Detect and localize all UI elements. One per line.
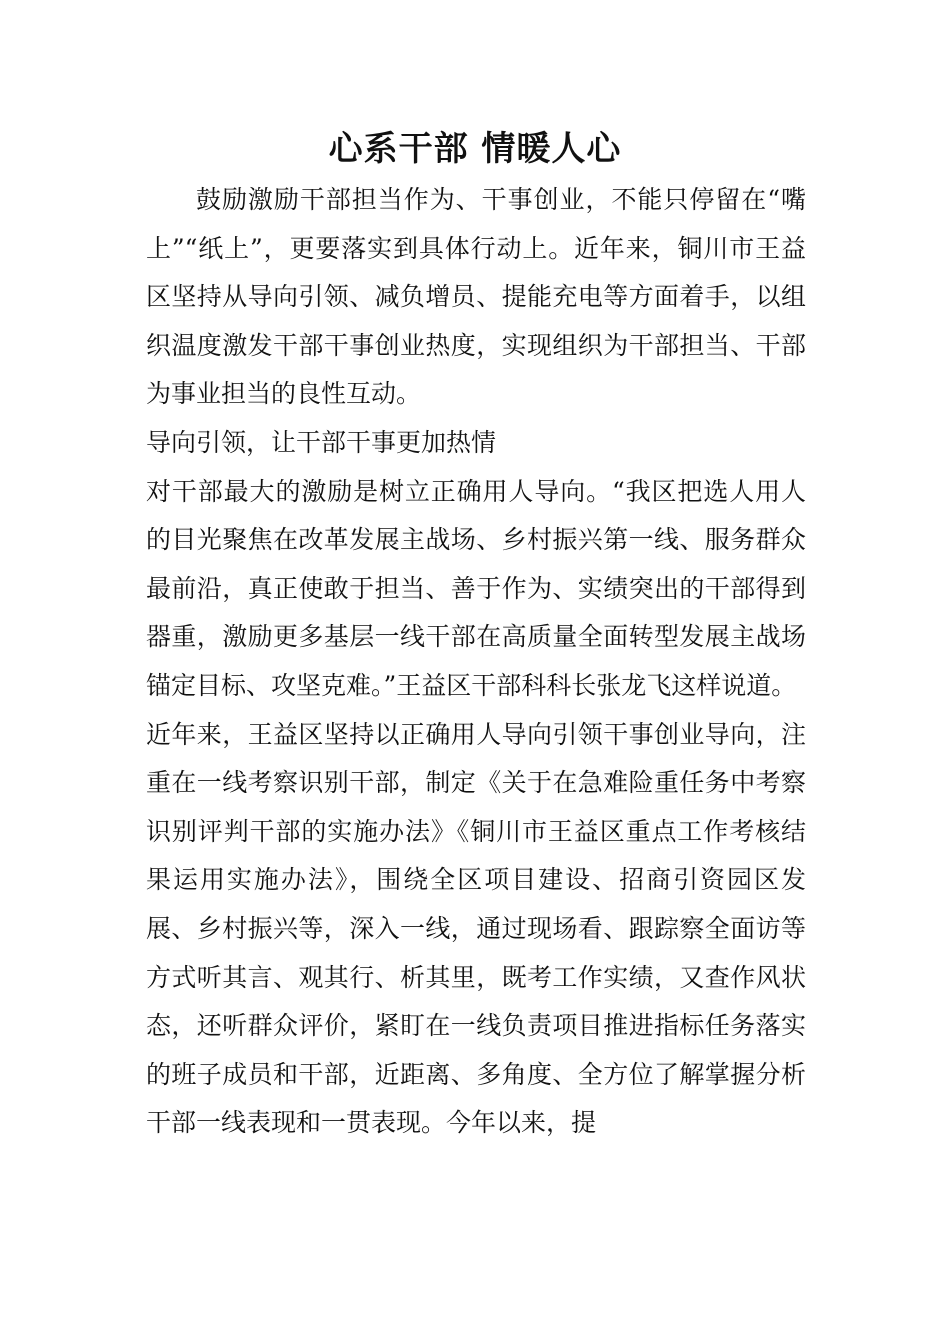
paragraph-quote: 对干部最大的激励是树立正确用人导向。“我区把选人用人的目光聚焦在改革发展主战场、乡村振兴第一线、服务群众最前沿，真正使敢于担当、善于作为、实绩突出的干部得到器重，激励更多基层一线干部在高质量全面转型发展主战场锚定目标、攻坚克难。”王益区干部科科长张龙飞这样说道。 — [146, 476, 806, 700]
paragraph-intro: 鼓励激励干部担当作为、干事创业，不能只停留在“嘴上”“纸上”，更要落实到具体行动上。近年来，铜川市王益区坚持从导向引领、减负增员、提能充电等方面着手，以组织温度激发干部干事创业热度，实现组织为干部担当、干部为事业担当的良性互动。 — [146, 185, 806, 409]
section-heading: 导向引领，让干部干事更加热情 — [146, 427, 497, 457]
document-body — [146, 176, 806, 1148]
page-title: 心系干部 情暖人心 — [328, 129, 622, 169]
paragraph-practice: 近年来，王益区坚持以正确用人导向引领干事创业导向，注重在一线考察识别干部，制定《关于在急难险重任务中考察识别评判干部的实施办法》《铜川市王益区重点工作考核结果运用实施办法》，围绕全区项目建设、招商引资园区发展、乡村振兴等，深入一线，通过现场看、跟踪察全面访等方式听其言、观其行、析其里，既考工作实绩，又查作风状态，还听群众评价，紧盯在一线负责项目推进指标任务落实的班子成员和干部，近距离、多角度、全方位了解掌握分析干部一线表现和一贯表现。今年以来，提 — [146, 719, 806, 1138]
